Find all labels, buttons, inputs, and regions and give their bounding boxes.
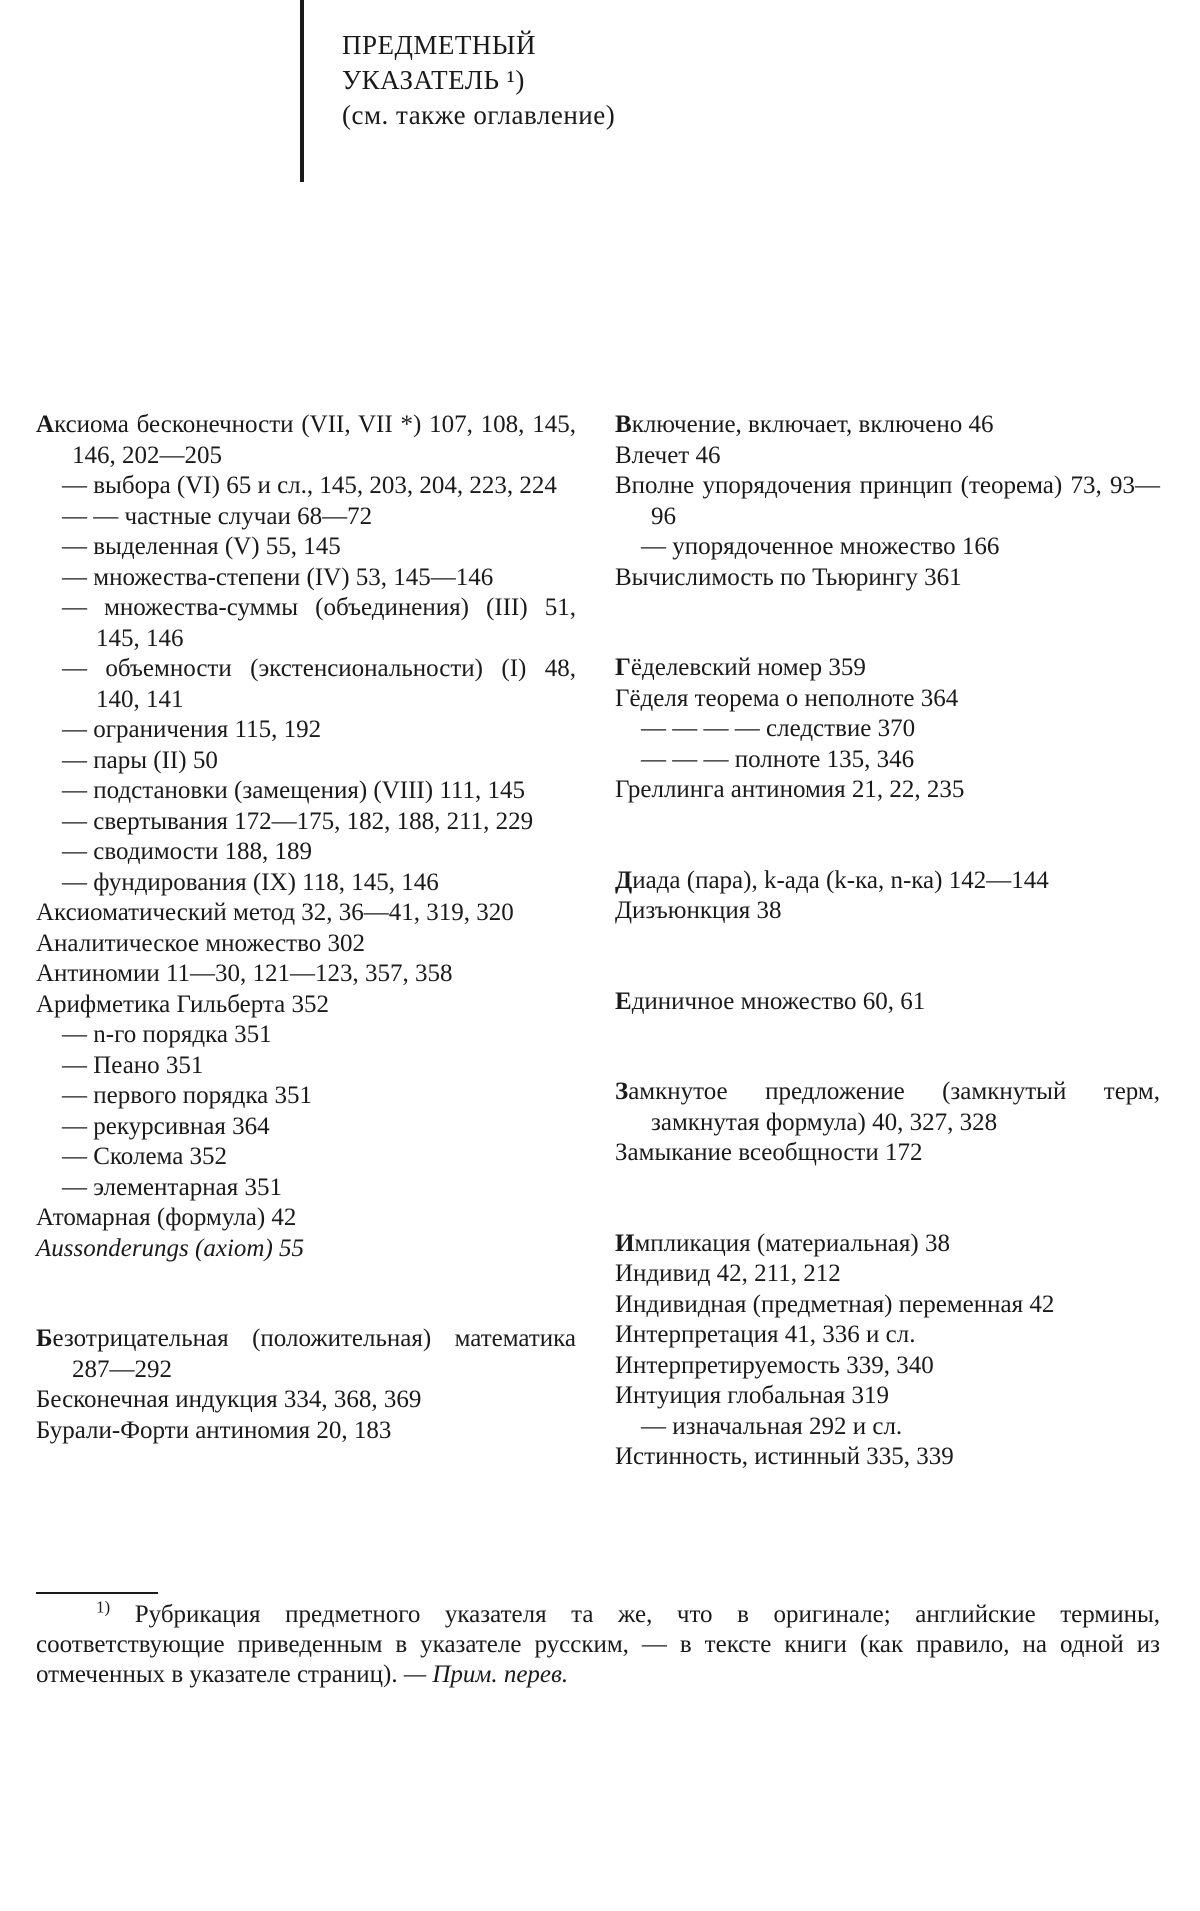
index-entry: Арифметика Гильберта 352 [36,990,329,1018]
index-entry: Индивидная (предметная) переменная 42 [615,1290,1055,1318]
header-title-block [342,28,615,133]
index-entry: Единичное множество 60, 61 [615,987,926,1015]
section-gap [615,927,1160,987]
section-gap [36,1264,576,1324]
index-subentry: — множества-суммы (объединения) (III) 51, 145, 146 [62,594,576,652]
index-subentry: — упорядоченное множество 166 [641,533,1000,560]
index-subentry: — — частные случаи 68—72 [62,502,373,530]
index-subentry: — подстановки (замещения) (VIII) 111, 145 [62,777,525,804]
index-subentry: — рекурсивная 364 [62,1112,270,1140]
header-vertical-rule [300,0,304,182]
index-entry: Аксиома бесконечности (VII, VII *) 107, 108, 145, 146, 202—205 [36,411,576,469]
index-entry: Безотрицательная (положительная) математика 287—292 [36,1325,576,1383]
index-entry: Гёделевский номер 359 [615,654,866,681]
footnote-marker: 1) [96,1597,111,1617]
index-column-left [36,410,576,1446]
index-subentry: — сводимости 188, 189 [62,838,312,865]
section-gap [615,1169,1160,1229]
index-subentry: — n-го порядка 351 [62,1021,272,1048]
footnote-divider [36,1592,158,1594]
index-entry: Влечет 46 [615,441,721,469]
index-column-right [615,410,1160,1473]
index-subentry: — — — — следствие 370 [641,715,916,742]
footnote-translator-note: — Прим. перев. [403,1661,569,1688]
index-subentry: — фундирования (IX) 118, 145, 146 [62,868,439,896]
index-entry: Бурали-Форти антиномия 20, 183 [36,1416,392,1444]
index-subentry: — свертывания 172—175, 182, 188, 211, 229 [62,807,534,835]
index-subentry: — выделенная (V) 55, 145 [62,533,341,560]
page-title-line1: ПРЕДМЕТНЫЙ [342,30,536,60]
footnote [36,1597,1161,1690]
index-entry: Вычислимость по Тьюрингу 361 [615,563,962,591]
index-entry: Интерпретация 41, 336 и сл. [615,1321,916,1348]
index-subentry: — — — полноте 135, 346 [641,745,915,773]
index-subentry: — Пеано 351 [62,1051,204,1079]
page-subtitle: (см. также оглавление) [342,100,616,130]
index-subentry: — элементарная 351 [62,1173,282,1201]
index-subentry: — ограничения 115, 192 [62,716,322,743]
index-entry: Гёделя теорема о неполноте 364 [615,684,959,712]
index-entry: Импликация (материальная) 38 [615,1229,950,1257]
index-entry: Включение, включает, включено 46 [615,411,994,438]
index-entry: Греллинга антиномия 21, 22, 235 [615,776,965,803]
index-subentry: — пары (II) 50 [62,746,218,774]
index-entry: Вполне упорядочения принцип (теорема) 73, 93—96 [615,472,1160,530]
footnote-text: Рубрикация предметного указателя та же, что в оригинале; английские термины, соответствующие приведенным в указателе русским, — в тексте книги (как правило, на одной из отмеченных в указателе страниц). [36,1601,1161,1688]
index-header [300,0,900,182]
index-entry: Диада (пара), k-ада (k-ка, n-ка) 142—144 [615,866,1049,894]
index-entry: Замыкание всеобщности 172 [615,1139,923,1166]
index-subentry: — объемности (экстенсиональности) (I) 48, 140, 141 [62,655,576,713]
index-entry: Атомарная (формула) 42 [36,1204,297,1231]
page-title-line2: УКАЗАТЕЛЬ ¹) [342,65,525,95]
index-subentry: — изначальная 292 и сл. [641,1412,903,1440]
index-entry: Дизъюнкция 38 [615,897,782,924]
index-subentry: — Сколема 352 [62,1143,228,1170]
index-entry: Aussonderungs (axiom) 55 [36,1234,305,1262]
index-entry: Интуиция глобальная 319 [615,1382,890,1409]
index-subentry: — первого порядка 351 [62,1082,312,1109]
index-entry: Аналитическое множество 302 [36,929,365,957]
index-subentry: — множества-степени (IV) 53, 145—146 [62,563,494,591]
index-entry: Антиномии 11—30, 121—123, 357, 358 [36,960,453,987]
index-entry: Замкнутое предложение (замкнутый терм, замкнутая формула) 40, 327, 328 [615,1078,1160,1136]
section-gap [615,806,1160,866]
index-entry: Интерпретируемость 339, 340 [615,1351,934,1379]
section-gap [615,1017,1160,1077]
index-entry: Истинность, истинный 335, 339 [615,1443,954,1470]
index-subentry: — выбора (VI) 65 и сл., 145, 203, 204, 223, 224 [62,472,557,499]
index-entry: Индивид 42, 211, 212 [615,1260,841,1287]
index-entry: Аксиоматический метод 32, 36—41, 319, 320 [36,899,514,926]
index-entry: Бесконечная индукция 334, 368, 369 [36,1386,422,1413]
section-gap [615,593,1160,653]
